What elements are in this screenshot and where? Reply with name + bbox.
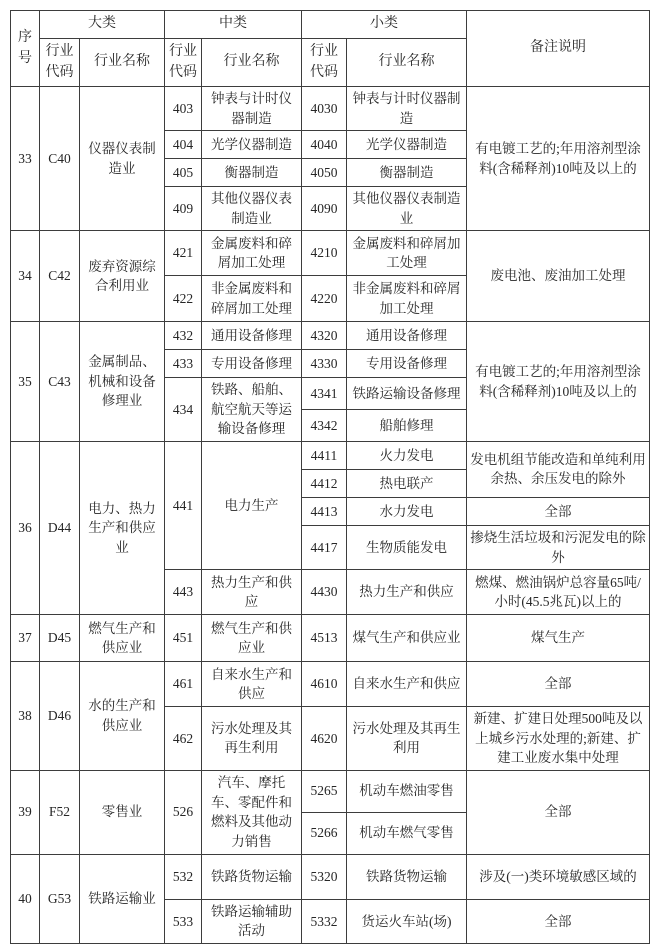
major-code-cell: C40 — [40, 87, 80, 231]
sub-name-cell: 污水处理及其再生利用 — [347, 707, 467, 771]
remark-cell: 废电池、废油加工处理 — [467, 231, 650, 322]
sub-name-cell: 热力生产和供应 — [347, 570, 467, 615]
remark-cell: 煤气生产 — [467, 615, 650, 662]
sub-name-cell: 钟表与计时仪器制造 — [347, 87, 467, 131]
sub-name-cell: 专用设备修理 — [347, 350, 467, 378]
sub-name-cell: 火力发电 — [347, 441, 467, 469]
sub-name-cell: 生物质能发电 — [347, 525, 467, 569]
serial-cell: 40 — [11, 854, 40, 943]
sub-code-cell: 4341 — [302, 378, 347, 410]
sub-code-cell: 4210 — [302, 231, 347, 276]
mid-code-cell: 533 — [165, 899, 202, 943]
mid-name-cell: 燃气生产和供应业 — [202, 615, 302, 662]
header-remark: 备注说明 — [467, 11, 650, 87]
major-name-cell: 废弃资源综合利用业 — [80, 231, 165, 322]
sub-code-cell: 4090 — [302, 187, 347, 231]
sub-name-cell: 衡器制造 — [347, 159, 467, 187]
mid-code-cell: 432 — [165, 322, 202, 350]
mid-name-cell: 钟表与计时仪器制造 — [202, 87, 302, 131]
table-row — [11, 322, 650, 350]
remark-cell: 燃煤、燃油锅炉总容量65吨/小时(45.5兆瓦)以上的 — [467, 570, 650, 615]
sub-name-cell: 铁路货物运输 — [347, 854, 467, 899]
header-middle-name: 行业名称 — [202, 39, 302, 87]
mid-name-cell: 专用设备修理 — [202, 350, 302, 378]
mid-code-cell: 462 — [165, 707, 202, 771]
major-name-cell: 燃气生产和供应业 — [80, 615, 165, 662]
sub-name-cell: 货运火车站(场) — [347, 899, 467, 943]
remark-cell: 有电镀工艺的;年用溶剂型涂料(含稀释剂)10吨及以上的 — [467, 87, 650, 231]
mid-code-cell: 409 — [165, 187, 202, 231]
major-code-cell: D46 — [40, 662, 80, 771]
mid-code-cell: 422 — [165, 276, 202, 322]
sub-code-cell: 4610 — [302, 662, 347, 707]
header-minor-name: 行业名称 — [347, 39, 467, 87]
table-row — [11, 615, 650, 662]
major-name-cell: 仪器仪表制造业 — [80, 87, 165, 231]
sub-code-cell: 4620 — [302, 707, 347, 771]
mid-name-cell: 电力生产 — [202, 441, 302, 569]
sub-code-cell: 4040 — [302, 131, 347, 159]
major-name-cell: 零售业 — [80, 770, 165, 854]
sub-code-cell: 4417 — [302, 525, 347, 569]
sub-name-cell: 机动车燃油零售 — [347, 770, 467, 812]
sub-name-cell: 光学仪器制造 — [347, 131, 467, 159]
serial-cell: 34 — [11, 231, 40, 322]
major-name-cell: 水的生产和供应业 — [80, 662, 165, 771]
serial-cell: 37 — [11, 615, 40, 662]
sub-code-cell: 4411 — [302, 441, 347, 469]
mid-name-cell: 污水处理及其再生利用 — [202, 707, 302, 771]
mid-code-cell: 443 — [165, 570, 202, 615]
sub-code-cell: 4430 — [302, 570, 347, 615]
major-code-cell: G53 — [40, 854, 80, 943]
mid-name-cell: 汽车、摩托车、零配件和燃料及其他动力销售 — [202, 770, 302, 854]
mid-name-cell: 通用设备修理 — [202, 322, 302, 350]
table-row — [11, 770, 650, 812]
mid-code-cell: 403 — [165, 87, 202, 131]
sub-name-cell: 船舶修理 — [347, 410, 467, 442]
remark-cell: 新建、扩建日处理500吨及以上城乡污水处理的;新建、扩建工业废水集中处理 — [467, 707, 650, 771]
sub-code-cell: 4030 — [302, 87, 347, 131]
mid-name-cell: 光学仪器制造 — [202, 131, 302, 159]
serial-cell: 38 — [11, 662, 40, 771]
remark-cell: 全部 — [467, 899, 650, 943]
mid-code-cell: 451 — [165, 615, 202, 662]
sub-name-cell: 通用设备修理 — [347, 322, 467, 350]
header-middle-code: 行业代码 — [165, 39, 202, 87]
sub-code-cell: 5265 — [302, 770, 347, 812]
sub-code-cell: 4342 — [302, 410, 347, 442]
major-name-cell: 电力、热力生产和供应业 — [80, 441, 165, 614]
mid-name-cell: 铁路、船舶、航空航天等运输设备修理 — [202, 378, 302, 442]
mid-name-cell: 金属废料和碎屑加工处理 — [202, 231, 302, 276]
sub-code-cell: 4513 — [302, 615, 347, 662]
mid-name-cell: 铁路运输辅助活动 — [202, 899, 302, 943]
sub-name-cell: 水力发电 — [347, 497, 467, 525]
mid-code-cell: 526 — [165, 770, 202, 854]
sub-name-cell: 铁路运输设备修理 — [347, 378, 467, 410]
serial-cell: 39 — [11, 770, 40, 854]
mid-name-cell: 其他仪器仪表制造业 — [202, 187, 302, 231]
mid-name-cell: 衡器制造 — [202, 159, 302, 187]
sub-name-cell: 金属废料和碎屑加工处理 — [347, 231, 467, 276]
remark-cell: 有电镀工艺的;年用溶剂型涂料(含稀释剂)10吨及以上的 — [467, 322, 650, 442]
mid-name-cell: 自来水生产和供应 — [202, 662, 302, 707]
header-row-1 — [11, 11, 650, 39]
mid-name-cell: 热力生产和供应 — [202, 570, 302, 615]
sub-name-cell: 机动车燃气零售 — [347, 812, 467, 854]
header-middle: 中类 — [165, 11, 302, 39]
mid-code-cell: 433 — [165, 350, 202, 378]
header-minor: 小类 — [302, 11, 467, 39]
major-code-cell: D45 — [40, 615, 80, 662]
mid-code-cell: 434 — [165, 378, 202, 442]
major-code-cell: C42 — [40, 231, 80, 322]
sub-name-cell: 其他仪器仪表制造业 — [347, 187, 467, 231]
sub-name-cell: 自来水生产和供应 — [347, 662, 467, 707]
major-code-cell: C43 — [40, 322, 80, 442]
sub-code-cell: 4412 — [302, 469, 347, 497]
sub-name-cell: 热电联产 — [347, 469, 467, 497]
mid-code-cell: 532 — [165, 854, 202, 899]
industry-classification-table — [10, 10, 650, 944]
table-row — [11, 662, 650, 707]
sub-name-cell: 非金属废料和碎屑加工处理 — [347, 276, 467, 322]
remark-cell: 掺烧生活垃圾和污泥发电的除外 — [467, 525, 650, 569]
sub-code-cell: 4330 — [302, 350, 347, 378]
serial-cell: 33 — [11, 87, 40, 231]
remark-cell: 全部 — [467, 497, 650, 525]
sub-code-cell: 5320 — [302, 854, 347, 899]
major-name-cell: 铁路运输业 — [80, 854, 165, 943]
header-minor-code: 行业代码 — [302, 39, 347, 87]
major-code-cell: D44 — [40, 441, 80, 614]
header-major-code: 行业代码 — [40, 39, 80, 87]
serial-cell: 36 — [11, 441, 40, 614]
remark-cell: 涉及(一)类环境敏感区域的 — [467, 854, 650, 899]
sub-code-cell: 5332 — [302, 899, 347, 943]
remark-cell: 发电机组节能改造和单纯利用余热、余压发电的除外 — [467, 441, 650, 497]
major-code-cell: F52 — [40, 770, 80, 854]
header-serial: 序号 — [11, 11, 40, 87]
sub-name-cell: 煤气生产和供应业 — [347, 615, 467, 662]
mid-code-cell: 441 — [165, 441, 202, 569]
table-row — [11, 87, 650, 131]
table-row — [11, 441, 650, 469]
sub-code-cell: 5266 — [302, 812, 347, 854]
serial-cell: 35 — [11, 322, 40, 442]
mid-code-cell: 405 — [165, 159, 202, 187]
mid-name-cell: 铁路货物运输 — [202, 854, 302, 899]
mid-code-cell: 404 — [165, 131, 202, 159]
mid-name-cell: 非金属废料和碎屑加工处理 — [202, 276, 302, 322]
mid-code-cell: 421 — [165, 231, 202, 276]
sub-code-cell: 4050 — [302, 159, 347, 187]
table-row — [11, 854, 650, 899]
header-major-name: 行业名称 — [80, 39, 165, 87]
sub-code-cell: 4413 — [302, 497, 347, 525]
sub-code-cell: 4220 — [302, 276, 347, 322]
header-major: 大类 — [40, 11, 165, 39]
sub-code-cell: 4320 — [302, 322, 347, 350]
major-name-cell: 金属制品、机械和设备修理业 — [80, 322, 165, 442]
remark-cell: 全部 — [467, 770, 650, 854]
remark-cell: 全部 — [467, 662, 650, 707]
mid-code-cell: 461 — [165, 662, 202, 707]
table-row — [11, 231, 650, 276]
